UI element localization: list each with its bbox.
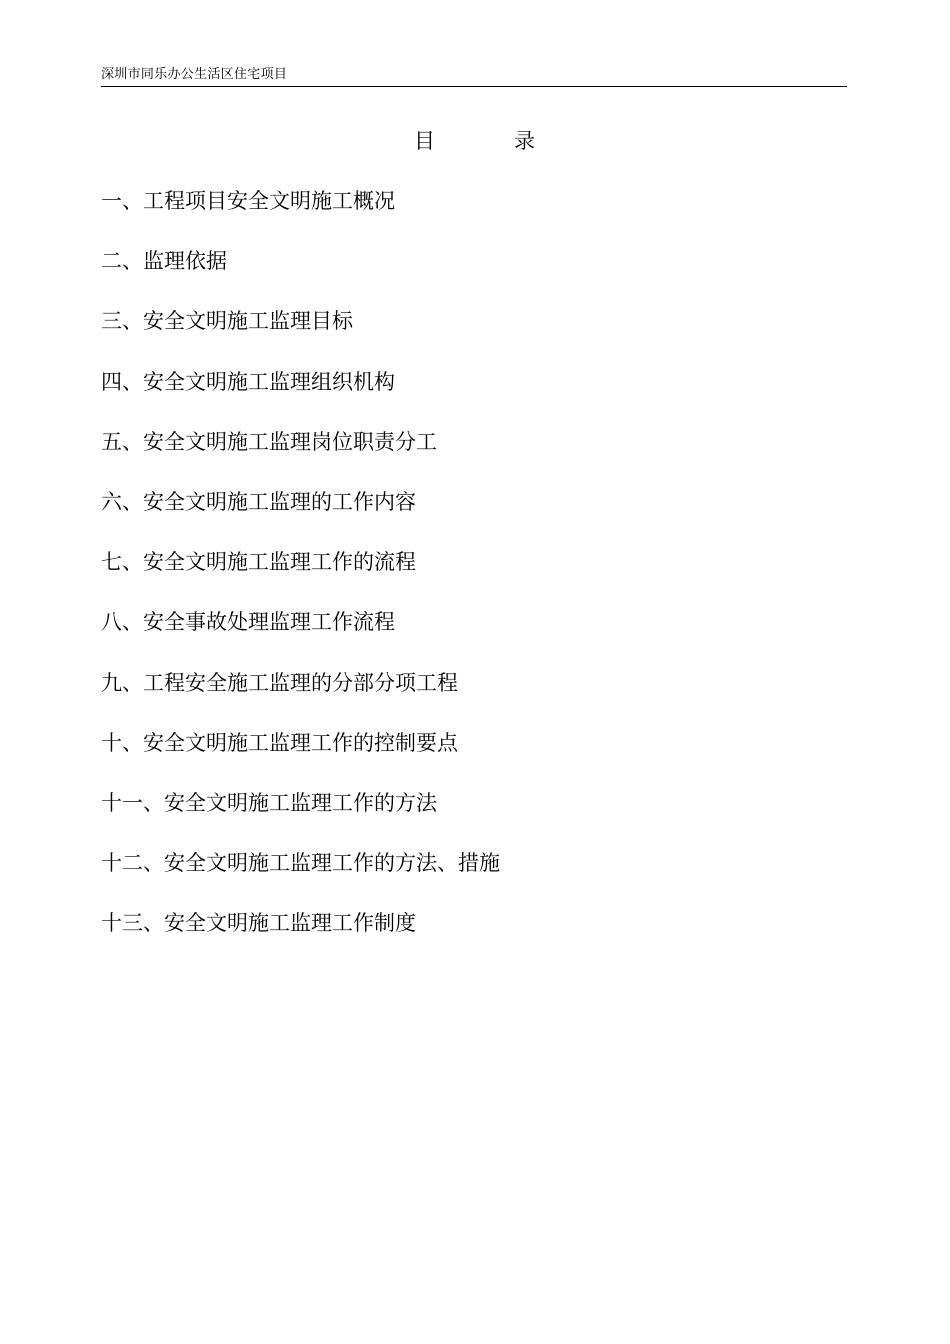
toc-item-3: 三、安全文明施工监理目标: [101, 309, 353, 334]
toc-item-9: 九、工程安全施工监理的分部分项工程: [101, 670, 458, 695]
toc-title-char-2: 录: [514, 129, 535, 153]
toc-title: [0, 126, 950, 156]
toc-item-4: 四、安全文明施工监理组织机构: [101, 369, 395, 394]
toc-title-char-1: 目: [414, 129, 435, 153]
toc-item-1: 一、工程项目安全文明施工概况: [101, 189, 395, 213]
toc-item-7: 七、安全文明施工监理工作的流程: [101, 550, 416, 575]
toc-item-6: 六、安全文明施工监理的工作内容: [101, 489, 416, 514]
toc-item-2: 二、监理依据: [101, 249, 227, 274]
toc-item-8: 八、安全事故处理监理工作流程: [101, 610, 395, 635]
toc-item-13: 十三、安全文明施工监理工作制度: [101, 911, 416, 936]
toc-item-10: 十、安全文明施工监理工作的控制要点: [101, 730, 458, 755]
toc-item-11: 十一、安全文明施工监理工作的方法: [101, 790, 437, 815]
toc-item-12: 十二、安全文明施工监理工作的方法、措施: [101, 851, 500, 876]
toc-item-5: 五、安全文明施工监理岗位职责分工: [101, 429, 437, 454]
page-header: [101, 66, 847, 87]
toc-list: [101, 183, 500, 965]
header-title: 深圳市同乐办公生活区住宅项目: [101, 67, 288, 82]
